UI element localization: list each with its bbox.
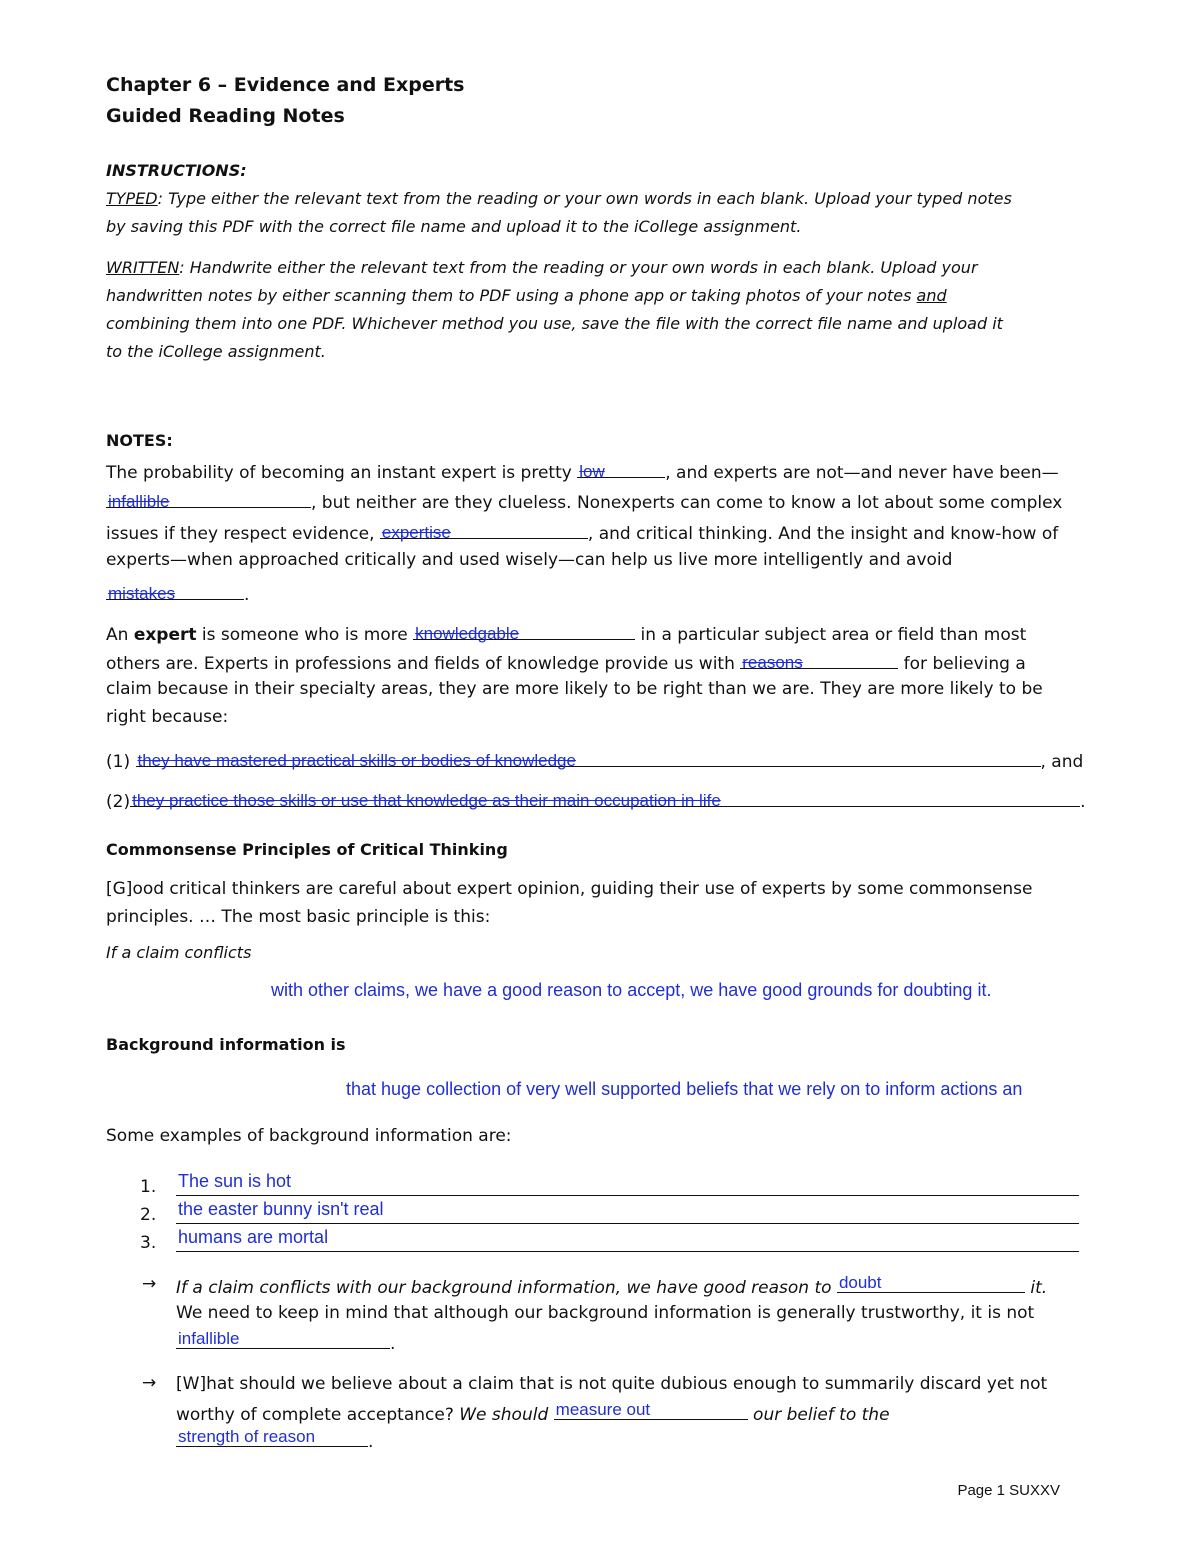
arrow-point-2-line-2 bbox=[176, 1401, 890, 1426]
blank-infallible-2[interactable] bbox=[176, 1330, 390, 1349]
typed-text: : Type either the relevant text from the reading or your own words in each blank. Upload your typed notes bbox=[157, 189, 1012, 208]
notes-paragraph-line-4: experts—when approached critically and used wisely—can help us live more intelligently and avoid bbox=[106, 550, 953, 570]
document-subtitle: Guided Reading Notes bbox=[106, 105, 345, 127]
arrow-point-2-line-3 bbox=[176, 1428, 373, 1453]
background-heading: Background information is bbox=[106, 1035, 346, 1054]
arrow-point-1-line-2: We need to keep in mind that although our background information is generally trustworthy, it is not bbox=[176, 1303, 1035, 1323]
expert-definition-line-3: claim because in their specialty areas, they are more likely to be right than we are. They are more likely to be bbox=[106, 679, 1043, 699]
notes-paragraph-line-5 bbox=[106, 581, 249, 606]
expert-term: expert bbox=[133, 625, 197, 645]
blank-expertise[interactable] bbox=[380, 520, 588, 542]
arrow-right-icon: → bbox=[142, 1373, 157, 1393]
text: . bbox=[1080, 792, 1086, 812]
notes-paragraph-line-2 bbox=[106, 489, 1062, 514]
text: We should bbox=[459, 1405, 554, 1425]
arrow-point-1-line-1 bbox=[176, 1274, 1047, 1299]
text: . bbox=[244, 585, 250, 605]
text: An bbox=[106, 625, 134, 645]
arrow-point-1-line-3 bbox=[176, 1330, 395, 1355]
document-title: Chapter 6 – Evidence and Experts bbox=[106, 74, 465, 96]
text: it. bbox=[1024, 1278, 1048, 1298]
text: If a claim conflicts with our background information, we have good reason to bbox=[176, 1278, 837, 1298]
answer-mistakes: mistakes bbox=[108, 584, 176, 603]
instructions-heading: INSTRUCTIONS: bbox=[106, 161, 247, 180]
written-instructions-line-2 bbox=[106, 285, 947, 307]
written-text: : Handwrite either the relevant text from the reading or your own words in each blank. Upload your bbox=[179, 258, 978, 277]
text: , and bbox=[1040, 752, 1084, 772]
item-number: (1) bbox=[106, 752, 131, 772]
written-label: WRITTEN bbox=[106, 258, 180, 277]
principles-paragraph-line-2: principles. … The most basic principle is this: bbox=[106, 907, 491, 927]
claim-answer[interactable]: with other claims, we have a good reason to accept, we have good grounds for doubting it. bbox=[271, 980, 992, 1000]
principles-heading: Commonsense Principles of Critical Thinking bbox=[106, 840, 508, 859]
example-answer[interactable]: the easter bunny isn't real bbox=[178, 1199, 384, 1219]
example-rule bbox=[176, 1195, 1079, 1196]
text: our belief to the bbox=[747, 1405, 890, 1425]
text: . bbox=[368, 1432, 374, 1452]
text: others are. Experts in professions and fields of knowledge provide us with bbox=[106, 654, 741, 674]
text: for believing a bbox=[898, 654, 1026, 674]
text: , but neither are they clueless. Nonexperts can come to know a lot about some complex bbox=[311, 493, 1063, 513]
answer-infallible-2: infallible bbox=[178, 1329, 240, 1348]
example-rule bbox=[176, 1223, 1079, 1224]
example-number: 1. bbox=[140, 1177, 157, 1197]
claim-prompt: If a claim conflicts bbox=[106, 943, 252, 962]
reason-item-2 bbox=[106, 788, 1086, 813]
text: issues if they respect evidence, bbox=[106, 524, 380, 544]
blank-low[interactable] bbox=[577, 459, 665, 481]
examples-intro: Some examples of background information are: bbox=[106, 1126, 512, 1146]
written-instructions-line bbox=[106, 257, 978, 279]
blank-reasons[interactable] bbox=[740, 650, 898, 672]
answer-reason-1: they have mastered practical skills or bodies of knowledge bbox=[137, 751, 576, 770]
blank-reason-1[interactable] bbox=[136, 748, 1041, 770]
item-number: (2) bbox=[106, 792, 131, 812]
text: The probability of becoming an instant expert is pretty bbox=[106, 463, 578, 483]
text: , and experts are not—and never have been— bbox=[665, 463, 1059, 483]
example-rule bbox=[176, 1251, 1079, 1252]
written-and: and bbox=[916, 286, 947, 305]
expert-definition-line-2 bbox=[106, 650, 1026, 675]
text: in a particular subject area or field than most bbox=[635, 625, 1027, 645]
arrow-right-icon: → bbox=[142, 1274, 157, 1294]
notes-heading: NOTES: bbox=[106, 431, 173, 450]
example-answer[interactable]: The sun is hot bbox=[178, 1171, 292, 1191]
answer-reasons: reasons bbox=[742, 653, 803, 672]
written-instructions-line-4: to the iCollege assignment. bbox=[106, 342, 326, 361]
example-number: 2. bbox=[140, 1205, 157, 1225]
answer-low: low bbox=[579, 462, 605, 481]
blank-doubt[interactable] bbox=[837, 1274, 1025, 1293]
blank-knowledgable[interactable] bbox=[413, 621, 635, 643]
typed-label: TYPED bbox=[106, 189, 158, 208]
answer-reason-2: they practice those skills or use that knowledge as their main occupation in life bbox=[132, 791, 721, 810]
text: , and critical thinking. And the insight and know-how of bbox=[587, 524, 1059, 544]
text: is someone who is more bbox=[196, 625, 414, 645]
example-answer[interactable]: humans are mortal bbox=[178, 1227, 329, 1247]
blank-strength-of-reason[interactable] bbox=[176, 1428, 368, 1447]
notes-paragraph-line-1 bbox=[106, 459, 1059, 484]
blank-reason-2[interactable] bbox=[130, 788, 1080, 810]
example-number: 3. bbox=[140, 1233, 157, 1253]
written-instructions-line-3: combining them into one PDF. Whichever method you use, save the file with the correct file name and upload it bbox=[106, 314, 1003, 333]
answer-doubt: doubt bbox=[838, 1273, 882, 1292]
background-answer[interactable]: that huge collection of very well supported beliefs that we rely on to inform actions an bbox=[346, 1079, 1023, 1099]
answer-infallible: infallible bbox=[108, 492, 170, 511]
expert-definition-line-4: right because: bbox=[106, 707, 229, 727]
answer-strength-of-reason: strength of reason bbox=[178, 1427, 316, 1446]
text: worthy of complete acceptance? bbox=[176, 1405, 460, 1425]
answer-expertise: expertise bbox=[381, 523, 451, 542]
answer-measure-out: measure out bbox=[555, 1400, 651, 1419]
blank-mistakes[interactable] bbox=[106, 581, 244, 603]
arrow-point-2-line-1: [W]hat should we believe about a claim that is not quite dubious enough to summarily discard yet not bbox=[176, 1374, 1048, 1394]
typed-instructions-line-2: by saving this PDF with the correct file name and upload it to the iCollege assignment. bbox=[106, 217, 802, 236]
text: . bbox=[390, 1334, 396, 1354]
blank-measure-out[interactable] bbox=[554, 1401, 748, 1420]
reason-item-1 bbox=[106, 748, 1083, 773]
blank-infallible[interactable] bbox=[106, 489, 311, 511]
notes-paragraph-line-3 bbox=[106, 520, 1058, 545]
principles-paragraph-line-1: [G]ood critical thinkers are careful about expert opinion, guiding their use of experts by some commonsense bbox=[106, 879, 1033, 899]
answer-knowledgable: knowledgable bbox=[415, 624, 520, 643]
expert-definition-line-1 bbox=[106, 621, 1026, 646]
typed-instructions-line bbox=[106, 188, 1012, 210]
page-footer: Page 1 SUXXV bbox=[957, 1482, 1060, 1499]
written-text-2: handwritten notes by either scanning them to PDF using a phone app or taking photos of your notes bbox=[106, 286, 917, 305]
